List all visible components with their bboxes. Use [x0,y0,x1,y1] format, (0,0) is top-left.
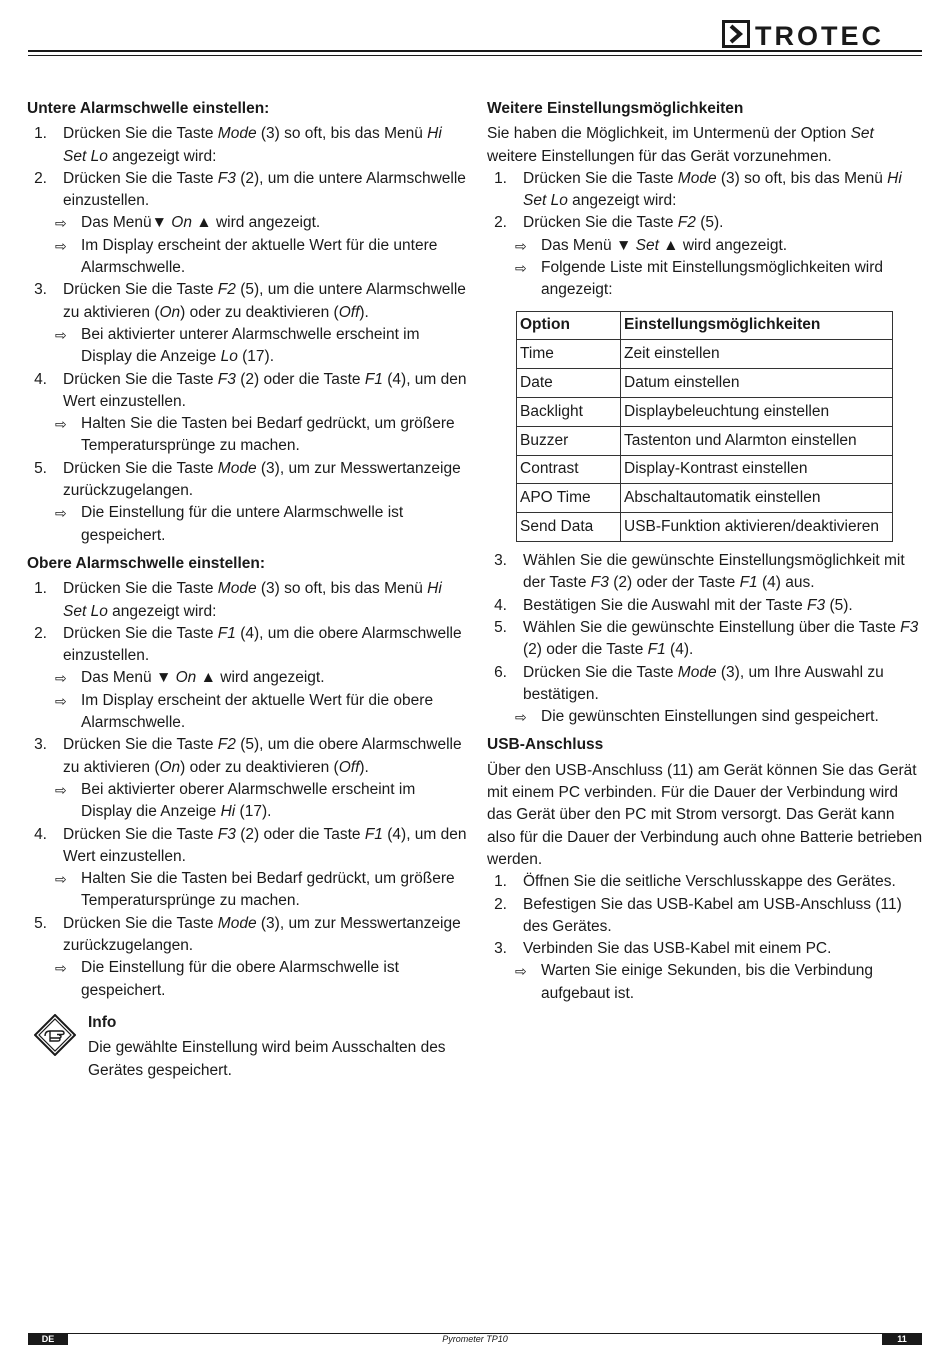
table-row [517,455,893,484]
info-title: Info [88,1014,117,1031]
list-item: 2. Befestigen Sie das USB-Kabel am USB-Anschluss (11) des Gerätes. [494,895,902,935]
paragraph: Sie haben die Möglichkeit, im Untermenü der Option Set weitere Einstellungen für das Gerät vorzunehmen. [487,125,874,165]
table-cell: Display-Kontrast einstellen [621,455,893,484]
result-item: ⇨ Halten Sie die Tasten bei Bedarf gedrückt, um größere Temperatursprünge zu machen. [55,415,455,455]
result-arrow-icon: ⇨ [55,692,67,709]
header-rule-thin [28,55,922,56]
list-item: 3. Wählen Sie die gewünschte Einstellungsmöglichkeit mit der Taste F3 (2) oder der Taste F1 (4) aus. [494,552,905,592]
result-item: ⇨ Bei aktivierter unterer Alarmschwelle erscheint im Display die Anzeige Lo (17). [55,325,420,366]
header-rule [28,50,922,52]
left-column [27,98,467,1002]
result-item: ⇨ Das Menü ▼ On ▲ wird angezeigt. [27,667,467,689]
table-cell: Backlight [517,398,621,427]
result-arrow-icon: ⇨ [515,260,527,277]
table-row [517,340,893,369]
list-item: 4. Drücken Sie die Taste F3 (2) oder die Taste F1 (4), um den Wert einzustellen. [34,825,467,865]
table-cell: APO Time [517,484,621,513]
list-item: 4. Drücken Sie die Taste F3 (2) oder die Taste F1 (4), um den Wert einzustellen. [34,370,467,410]
result-arrow-icon: ⇨ [55,670,67,687]
list-item: 6. Drücken Sie die Taste Mode (3), um Ihre Auswahl zu bestätigen. [494,663,884,703]
table-cell: Date [517,369,621,398]
result-item: ⇨ Halten Sie die Tasten bei Bedarf gedrückt, um größere Temperatursprünge zu machen. [55,870,455,910]
info-text: Die gewählte Einstellung wird beim Ausschalten des Gerätes gespeichert. [88,1039,446,1079]
section-title-lower-alarm: Untere Alarmschwelle einstellen: [27,100,270,117]
table-row [517,484,893,513]
list-item: 1. Öffnen Sie die seitliche Verschlusskappe des Gerätes. [494,873,896,891]
trotec-logo [722,20,922,48]
result-arrow-icon: ⇨ [515,237,527,254]
result-item: ⇨ Die gewünschten Einstellungen sind gespeichert. [487,706,923,728]
result-arrow-icon: ⇨ [515,963,527,980]
table-cell: Datum einstellen [621,369,893,398]
table-cell: Buzzer [517,426,621,455]
result-arrow-icon: ⇨ [55,871,67,888]
footer-language: DE [28,1333,68,1345]
svg-text:TROTEC: TROTEC [755,21,884,48]
table-header-cell: Einstellungsmöglichkeiten [621,311,893,340]
result-arrow-icon: ⇨ [55,781,67,798]
footer-title: Pyrometer TP10 [442,1334,508,1344]
table-cell: Contrast [517,455,621,484]
result-item: ⇨ Die Einstellung für die untere Alarmschwelle ist gespeichert. [55,504,404,544]
list-item: 5. Drücken Sie die Taste Mode (3), um zur Messwertanzeige zurückzugelangen. [34,459,461,500]
list-item: 5. Drücken Sie die Taste Mode (3), um zur Messwertanzeige zurückzugelangen. [34,914,461,954]
table-header-row [517,311,893,340]
table-cell: USB-Funktion aktivieren/deaktivieren [621,513,893,542]
list-item: 3. Drücken Sie die Taste F2 (5), um die untere Alarmschwelle zu aktivieren (On) oder zu deaktivieren (Off). [34,281,466,321]
result-arrow-icon: ⇨ [55,215,67,232]
result-item: ⇨ Folgende Liste mit Einstellungsmöglichkeiten wird angezeigt: [515,259,884,299]
list-item: 2. Drücken Sie die Taste F2 (5). [494,214,724,232]
list-item: 3. Drücken Sie die Taste F2 (5), um die obere Alarmschwelle zu aktivieren (On) oder zu deaktivieren (Off). [34,736,462,776]
result-arrow-icon: ⇨ [55,416,67,433]
section-title-upper-alarm: Obere Alarmschwelle einstellen: [27,554,266,572]
table-cell: Displaybeleuchtung einstellen [621,398,893,427]
list-item: 3. Verbinden Sie das USB-Kabel mit einem PC. [494,940,832,958]
section-title-further-settings: Weitere Einstellungsmöglichkeiten [487,100,744,117]
list-item: 1. Drücken Sie die Taste Mode (3) so oft, bis das Menü Hi Set Lo angezeigt wird: [494,169,902,210]
table-row [517,513,893,542]
result-item: ⇨ Warten Sie einige Sekunden, bis die Verbindung aufgebaut ist. [515,962,874,1002]
result-item: ⇨ Im Display erscheint der aktuelle Wert für die untere Alarmschwelle. [55,236,438,277]
list-item: 4. Bestätigen Sie die Auswahl mit der Taste F3 (5). [494,596,853,614]
table-header-cell: Option [517,311,621,340]
table-row [517,426,893,455]
right-column [487,98,923,1005]
list-item: 5. Wählen Sie die gewünschte Einstellung über die Taste F3 (2) oder die Taste F1 (4). [494,618,919,659]
settings-table [516,311,893,542]
table-row [517,398,893,427]
result-arrow-icon: ⇨ [55,237,67,254]
result-arrow-icon: ⇨ [55,960,67,977]
list-item: 2. Drücken Sie die Taste F3 (2), um die untere Alarmschwelle einzustellen. [34,169,466,210]
info-hand-icon [34,1014,76,1056]
result-item: ⇨ Das Menü ▼ Set ▲ wird angezeigt. [487,235,923,257]
table-cell: Time [517,340,621,369]
table-cell: Zeit einstellen [621,340,893,369]
result-arrow-icon: ⇨ [515,709,527,726]
section-title-usb: USB-Anschluss [487,736,604,754]
page-number: 11 [882,1333,922,1345]
list-item: 2. Drücken Sie die Taste F1 (4), um die obere Alarmschwelle einzustellen. [34,624,462,665]
paragraph: Über den USB-Anschluss (11) am Gerät können Sie das Gerät mit einem PC verbinden. Für die Dauer der Verbindung wird das Gerät über den PC mit Strom versorgt. Das Gerät kann also für die Dauer der Verbindung auch ohne Batterie betrieben werden. [487,761,923,868]
result-item: ⇨ Das Menü▼ On ▲ wird angezeigt. [27,212,467,234]
table-cell: Tastenton und Alarmton einstellen [621,426,893,455]
result-item: ⇨ Im Display erscheint der aktuelle Wert für die obere Alarmschwelle. [55,691,434,732]
page-footer [28,1333,922,1345]
list-item: 1. Drücken Sie die Taste Mode (3) so oft, bis das Menü Hi Set Lo angezeigt wird: [34,580,442,620]
table-row [517,369,893,398]
table-cell: Abschaltautomatik einstellen [621,484,893,513]
result-item: ⇨ Die Einstellung für die obere Alarmschwelle ist gespeichert. [55,959,399,999]
table-cell: Send Data [517,513,621,542]
page-header [0,0,950,60]
list-item: 1. Drücken Sie die Taste Mode (3) so oft, bis das Menü Hi Set Lo angezeigt wird: [34,125,442,165]
result-item: ⇨ Bei aktivierter oberer Alarmschwelle erscheint im Display die Anzeige Hi (17). [55,780,416,821]
result-arrow-icon: ⇨ [55,326,67,343]
result-arrow-icon: ⇨ [55,505,67,522]
